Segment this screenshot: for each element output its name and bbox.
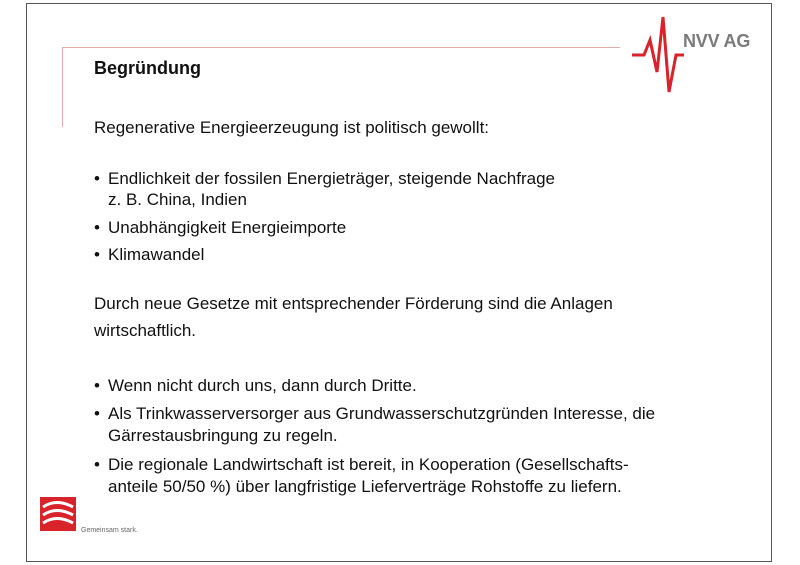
bullet-icon: • [94,169,100,188]
bullet-icon: • [94,218,100,237]
company-logo-text: NVV AG [683,31,751,51]
header-side-rule [62,47,63,127]
paragraph-line: wirtschaftlich. [94,321,197,340]
list-item-text: Endlichkeit der fossilen Energieträger, steigende Nachfrage [108,169,555,188]
slide-title: Begründung [94,58,201,78]
footer-logo-icon [40,497,76,531]
bullet-icon: • [94,404,100,423]
header-rule [62,47,620,48]
list-item-text: Als Trinkwasserversorger aus Grundwasserschutzgründen Interesse, die [108,404,656,423]
list-item-text: anteile 50/50 %) über langfristige Lieferverträge Rohstoffe zu liefern. [108,477,622,496]
list-item-text: z. B. China, Indien [108,190,247,209]
list-item-text: Gärrestausbringung zu regeln. [108,426,338,445]
footer-slogan: Gemeinsam stark. [81,527,138,534]
list-item-text: Die regionale Landwirtschaft ist bereit, in Kooperation (Gesellschafts- [108,455,629,474]
intro-text: Regenerative Energieerzeugung ist politisch gewollt: [94,118,490,137]
bullet-icon: • [94,455,100,474]
list-item-text: Klimawandel [108,245,205,264]
paragraph-line: Durch neue Gesetze mit entsprechender Förderung sind die Anlagen [94,294,613,313]
bullet-icon: • [94,376,100,395]
bullet-icon: • [94,245,100,264]
pulse-logo-icon [632,12,772,102]
list-item-text: Unabhängigkeit Energieimporte [108,218,347,237]
list-item-text: Wenn nicht durch uns, dann durch Dritte. [108,376,417,395]
